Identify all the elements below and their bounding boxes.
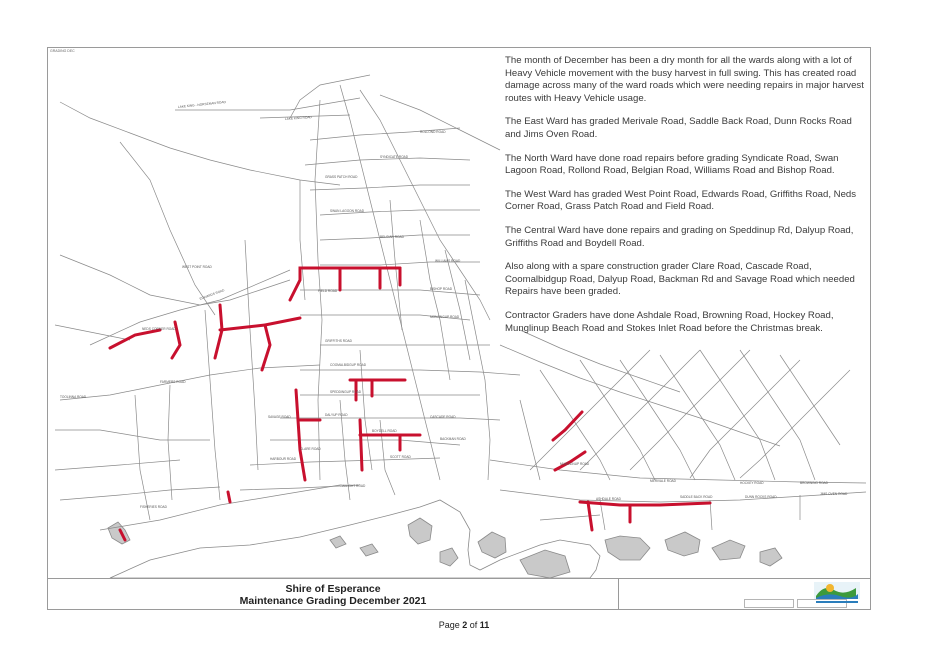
notes-paragraph: The Central Ward have done repairs and grading on Speddinup Rd, Dalyup Road, Griffiths Road and Boydell Road. xyxy=(505,224,854,249)
road-label: SCOTT ROAD xyxy=(390,455,411,459)
map-subtitle: Maintenance Grading December 2021 xyxy=(239,595,427,607)
road-label: EDWARDS ROAD xyxy=(198,288,226,301)
map-reference-code: GRADING DEC xyxy=(50,49,75,53)
road-label: MUNGLINUP ROAD xyxy=(560,462,590,466)
map-title: Shire of Esperance xyxy=(285,583,381,595)
page-of: of xyxy=(467,620,480,630)
page-number: 2 xyxy=(462,620,468,630)
road-label: BELGIAN ROAD xyxy=(380,235,404,239)
road-label: LAKE KING ROAD xyxy=(284,115,312,121)
road-label: LAKE KING - NORSEMAN ROAD xyxy=(177,99,227,109)
road-label: FISHERIES ROAD xyxy=(140,505,167,509)
notes-paragraph: The month of December has been a dry month for all the wards along with a lot of Heavy Vehicle movement with the busy harvest in full swing. This has created road damage across many of the ward roads which were needing repairs in major harvest routes with Heavy Vehicle usage. xyxy=(505,55,864,104)
road-label: FIELD ROAD xyxy=(318,289,338,293)
title-block xyxy=(48,578,870,610)
road-label: DUNN ROCKS ROAD xyxy=(745,495,777,499)
road-label: MERIVALE ROAD xyxy=(650,479,676,483)
road-label: SADDLE BACK ROAD xyxy=(680,495,713,499)
road-label: MONJINGUP ROAD xyxy=(430,315,460,319)
road-label: WILLIAMS ROAD xyxy=(435,259,461,263)
road-label: NEDS CORNER ROAD xyxy=(142,327,176,331)
road-label: BOYDELL ROAD xyxy=(372,429,397,433)
road-label: BISHOP ROAD xyxy=(430,287,453,291)
road-label: TOOLINNA ROAD xyxy=(60,395,87,399)
road-label: DALYUP ROAD xyxy=(325,413,348,417)
page-prefix: Page xyxy=(438,620,463,630)
notes-paragraph: Contractor Graders have done Ashdale Road, Browning Road, Hockey Road, Munglinup Beach Road and Stokes Inlet Road before the Christmas break. xyxy=(505,309,834,334)
page-total: 11 xyxy=(479,620,490,630)
road-label: TWILIGHT ROAD xyxy=(340,484,366,488)
notes-paragraph: The West Ward has graded West Point Road, Edwards Road, Griffiths Road, Neds Corner Road, Grass Patch Road and Field Road. xyxy=(505,188,857,213)
page-footer xyxy=(0,620,928,630)
road-label: WEST POINT ROAD xyxy=(182,265,212,269)
title-block-main xyxy=(48,579,619,610)
road-label: HOCKEY ROAD xyxy=(740,481,764,485)
road-label: GRIFFITHS ROAD xyxy=(325,339,352,343)
detail-cell xyxy=(744,599,794,608)
road-label: GRASS PATCH ROAD xyxy=(325,175,358,179)
road-label: HARBOUR ROAD xyxy=(270,457,297,461)
notes-paragraph: The East Ward has graded Merivale Road, Saddle Back Road, Dunn Rocks Road and Jims Oven Road. xyxy=(505,116,852,140)
road-label: BACKMAN ROAD xyxy=(440,437,466,441)
road-label: BROWNING ROAD xyxy=(800,481,828,485)
road-label: ROLLOND ROAD xyxy=(420,130,446,134)
road-label: SAVAGE ROAD xyxy=(268,415,291,419)
road-label: SYNDICATE ROAD xyxy=(380,155,409,159)
shire-logo-icon xyxy=(812,580,862,606)
road-label: SWAN LAGOON ROAD xyxy=(330,209,365,213)
road-label: CASCADE ROAD xyxy=(430,415,456,419)
road-label: COOMALBIDGUP ROAD xyxy=(330,363,367,367)
notes-paragraph: The North Ward have done road repairs before grading Syndicate Road, Swan Lagoon Road, Rollond Road, Belgian Road, Williams Road and Bishop Road. xyxy=(505,152,839,177)
road-label: JIMS OVEN ROAD xyxy=(820,492,848,496)
road-label: ASHDALE ROAD xyxy=(596,497,621,501)
road-label: FARMERS ROAD xyxy=(160,380,186,384)
notes-paragraph: Also along with a spare construction grader Clare Road, Cascade Road, Coomalbidgup Road, Dalyup Road, Backman Rd and Savage Road which needed Repairs have been graded. xyxy=(505,261,855,298)
coastline xyxy=(108,500,782,578)
road-label: CLARE ROAD xyxy=(300,447,321,451)
road-label: SPEDDINGUP ROAD xyxy=(330,390,362,394)
maintenance-notes xyxy=(505,55,865,346)
